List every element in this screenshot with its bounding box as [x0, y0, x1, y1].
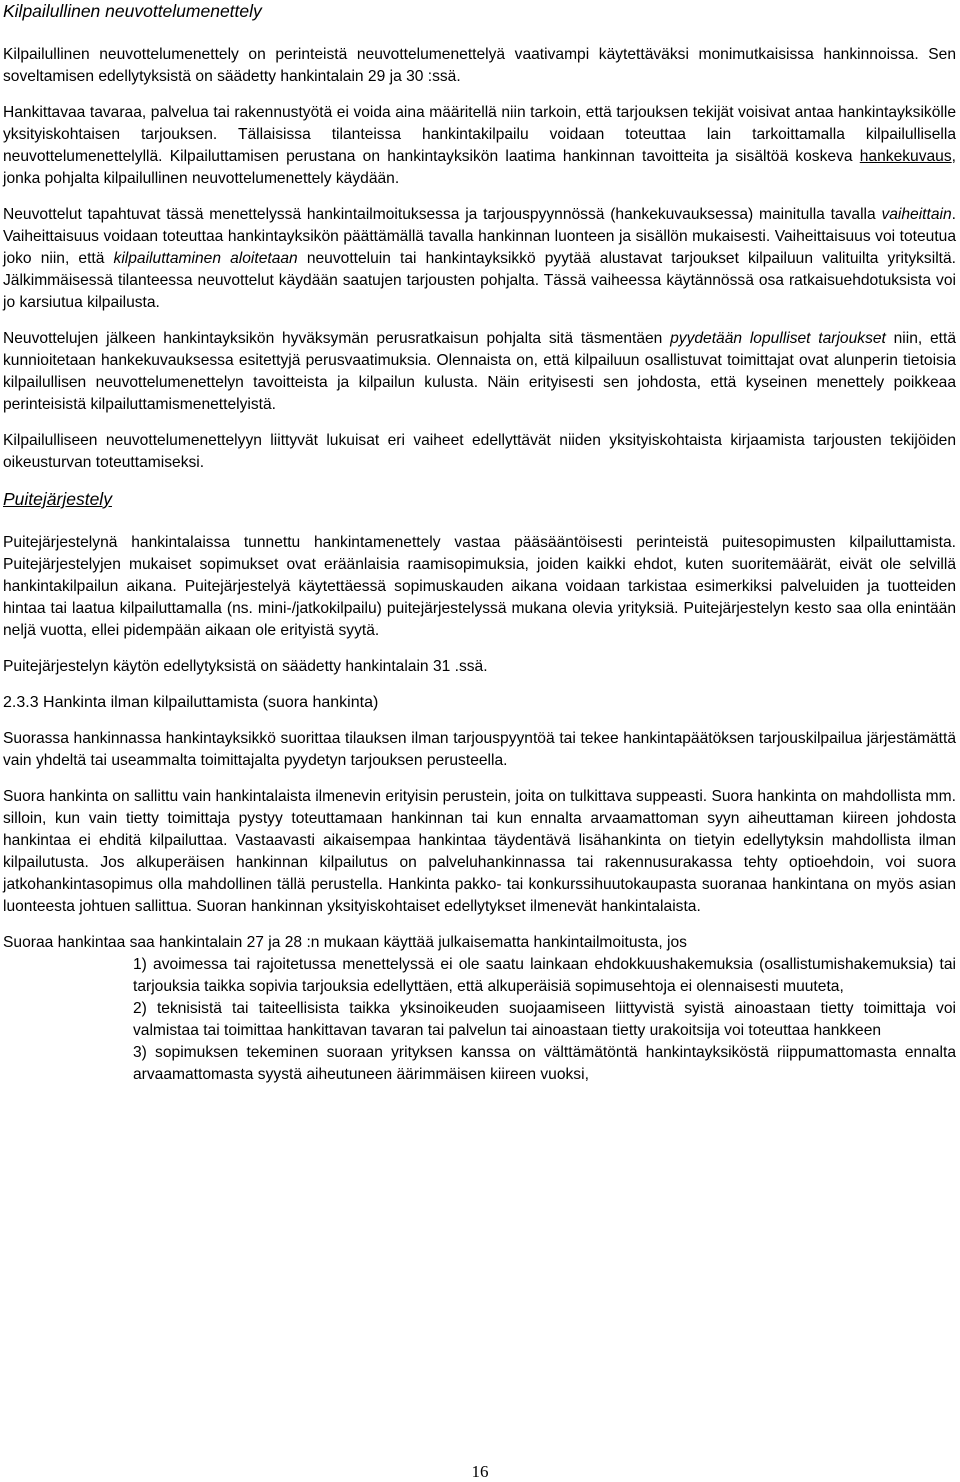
hankekuvaus-link[interactable]: hankekuvaus	[859, 148, 952, 165]
text-run: Neuvottelujen jälkeen hankintayksikön hyväksymän perusratkaisun pohjalta sitä täsmentäen	[3, 330, 671, 347]
page-number: 16	[471, 1462, 489, 1481]
section-heading-kilpailullinen: Kilpailullinen neuvottelumenettely	[3, 1, 262, 21]
section-heading-2-3-3: 2.3.3 Hankinta ilman kilpailuttamista (suora hankinta)	[3, 694, 379, 711]
document-page	[3, 0, 956, 1086]
list-item: 3) sopimuksen tekeminen suoraan yrityksen kanssa on välttämätöntä hankintayksiköstä riippumattomasta ennalta arvaamattomasta syystä aiheutuneen äärimmäisen kiireen vuoksi,	[133, 1044, 956, 1083]
paragraph: Kilpailulliseen neuvottelumenettelyyn liittyvät lukuisat eri vaiheet edellyttävät niiden yksityiskohtaista kirjaamista tarjousten tekijöiden oikeusturvan toteuttamiseksi.	[3, 432, 956, 471]
italic-run: kilpailuttaminen aloitetaan	[113, 250, 298, 267]
text-run: niin, että kunnioitetaan hankekuvauksessa esitettyjä perusvaatimuksia. Olennaista on, että kilpailuun osallistuvat toimittajat ovat alunperin tietoisia kilpailullisen neuvottelumenettelyn tavoitteista ja kilpailun kulusta. Näin erityisesti sen johdosta, että kyseinen menettely poikkeaa perinteisistä kilpailuttamismenettelyistä.	[3, 330, 957, 413]
text-run: , jonka pohjalta kilpailullinen neuvottelumenettely käydään.	[3, 148, 956, 187]
text-run: Hankittavaa tavaraa, palvelua tai rakennustyötä ei voida aina määritellä niin tarkoin, että tarjouksen tekijät voisivat antaa hankintayksikölle yksityiskohtaisen tarjouksen. Tällaisissa tilanteissa hankintakilpailu voidaan toteuttaa lain tarkoittamalla kilpailullisella neuvottelumenettelyllä. Kilpailuttamisen perustana on hankintayksikön laatima hankinnan tavoitteita ja sisältöä koskeva	[3, 104, 956, 165]
paragraph: Puitejärjestelynä hankintalaissa tunnettu hankintamenettely vastaa pääsääntöisesti perinteistä puitesopimusten kilpailuttamista. Puitejärjestelyjen mukaiset sopimukset ovat eräänlaisia raamisopimuksia, joiden kaikki ehdot, kuten suoritemäärät, eivät ole selvillä hankintakilpailun aikana. Puitejärjestelyä käytettäessä sopimuskauden aikana voidaan tarkistaa esimerkiksi palveluiden ja tuotteiden hintaa tai laatua kilpailuttamalla (ns. mini-/jatkokilpailu) puitejärjestelyssä mukana olevia yrityksiä. Puitejärjestelyn kesto saa olla enintään neljä vuotta, ellei pidempään aikaan ole erityistä syytä.	[3, 534, 956, 639]
section-heading-puitejarjestely: Puitejärjestely	[3, 489, 112, 509]
paragraph: Puitejärjestelyn käytön edellytyksistä on säädetty hankintalain 31 .ssä.	[3, 658, 488, 675]
list-item: 1) avoimessa tai rajoitetussa menettelyssä ei ole saatu lainkaan ehdokkuushakemuksia (osallistumishakemuksia) tai tarjouksia taikka sopivia tarjouksia edellyttäen, että alkuperäisiä sopimusehtoja ei olennaisesti muuteta,	[133, 956, 956, 995]
text-run: Neuvottelut tapahtuvat tässä menettelyssä hankintailmoituksessa ja tarjouspyynnössä (hankekuvauksessa) mainitulla tavalla	[3, 206, 882, 223]
paragraph: Suora hankinta on sallittu vain hankintalaista ilmenevin erityisin perustein, joita on tulkittava suppeasti. Suora hankinta on mahdollista mm. silloin, kun vain tietty toimittaja pystyy toteuttamaan hankinnan tai kun ennalta arvaamattoman syyn aiheuttaman kiireen johdosta hankintaa ei ehditä kilpailuttaa. Vastaavasti aikaisempaa hankintaa täydentävä lisähankinta on tietyin edellytyksin mahdollista ilman kilpailutusta. Jos alkuperäisen hankinnan kilpailutus on palveluhankinnassa tai rakennusurakassa tehty optioehdoin, voi suora jatkohankintasopimus olla mahdollinen tällä perustella. Hankinta pakko- tai konkurssihuutokaupasta suoranaa hankintana on myös asian luonteesta johtuen sallittua. Suoran hankinnan yksityiskohtaiset edellytykset ilmenevät hankintalaista.	[3, 788, 956, 915]
text-run: . Vaiheittaisuus voidaan toteuttaa hankintayksikön päättämällä tavalla hankinnan luonteen ja sisällön mukaisesti. Vaiheittaisuus voi toteutua joko niin, että	[3, 206, 956, 267]
paragraph	[3, 102, 956, 190]
italic-run: pyydetään lopulliset tarjoukset	[670, 330, 886, 347]
paragraph	[3, 204, 956, 314]
paragraph: Kilpailullinen neuvottelumenettely on perinteistä neuvottelumenettelyä vaativampi käytettäväksi monimutkaisissa hankinnoissa. Sen soveltamisen edellytyksistä on säädetty hankintalain 29 ja 30 :ssä.	[3, 46, 956, 85]
paragraph: Suorassa hankinnassa hankintayksikkö suorittaa tilauksen ilman tarjouspyyntöä tai tekee hankintapäätöksen tarjouskilpailua järjestämättä vain yhdeltä tai useammalta toimittajalta pyydetyn tarjouksen perusteella.	[3, 730, 956, 769]
text-run: neuvotteluin tai hankintayksikkö pyytää alustavat tarjoukset kilpailuun valituilta yrityksiltä. Jälkimmäisessä tilanteessa neuvottelut käydään saatujen tarjousten pohjalta. Tässä vaiheessa käytännössä osa ratkaisuehdotuksista voi jo karsiutua kilpailusta.	[3, 250, 956, 311]
list-item: 2) teknisistä tai taiteellisista taikka yksinoikeuden suojaamiseen liittyvistä syistä ainoastaan tietty toimittaja voi valmistaa tai toimittaa hankittavan tavaran tai palvelun tai ainoastaan tietty urakoitsija voi toteuttaa hankkeen	[133, 1000, 956, 1039]
italic-run: vaiheittain	[881, 206, 952, 223]
paragraph	[3, 328, 956, 416]
paragraph: Suoraa hankintaa saa hankintalain 27 ja 28 :n mukaan käyttää julkaisematta hankintailmoitusta, jos	[3, 934, 687, 951]
